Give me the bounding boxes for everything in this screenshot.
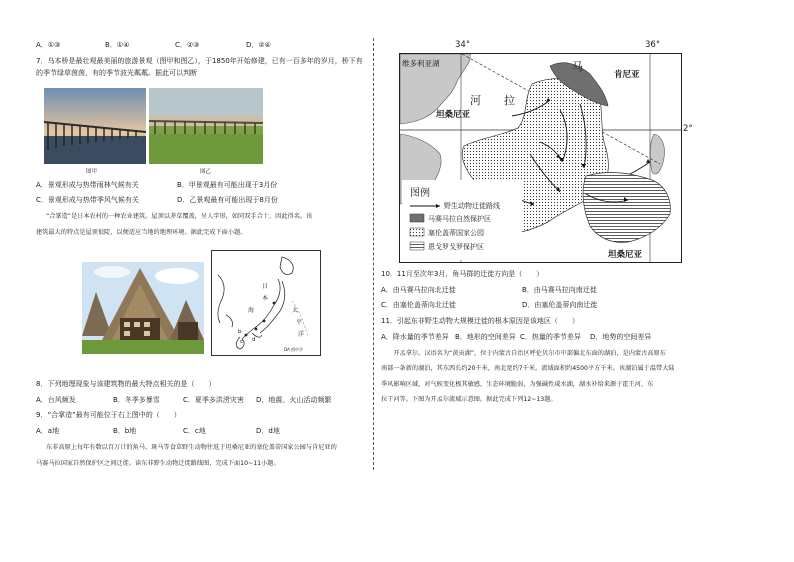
passage1-line2: 建筑最大的特点是屋顶很陡，以便适应当地的地理环境。据此完成下面小题。 [36, 229, 247, 236]
q7-option-c: C．景观形成与热带季风气候有关 [36, 196, 139, 204]
q8-option-c: C．夏季多洪涝灾害 [183, 396, 244, 404]
passage2-line2: 马赛马拉国家自然保护区之间迁徙。读东非野生动物迁徙路线图，完成下面10~11小题。 [36, 460, 280, 467]
legend-title: 图例 [410, 188, 430, 199]
map-country-tanzania-top: 坦桑尼亚 [436, 110, 471, 120]
q9-option-c: C．c地 [183, 427, 206, 435]
q8-option-d: D．地震、火山活动频繁 [256, 396, 332, 404]
q8-option-a: A．台风频发 [36, 396, 76, 404]
map-river-label: 河 [470, 94, 481, 107]
map-lake-label: 维多利亚湖 [402, 59, 440, 68]
q10-option-b: B．由马赛马拉向南迁徙 [522, 286, 597, 294]
q11-option-b: B．地形的空间差异 [455, 333, 516, 341]
q11-option-d: D．地势的空间差异 [590, 333, 652, 341]
q7-option-a: A．景观形成与热带雨林气候有关 [36, 181, 139, 189]
japan-map [211, 250, 321, 356]
photo-gassho-house [82, 262, 204, 354]
q9-option-a: A．a地 [36, 427, 60, 435]
q11-option-c: C．热量的季节差异 [520, 333, 581, 341]
caption-figure-a: 图甲 [86, 169, 98, 175]
map-label-ri: 日 [262, 283, 269, 290]
q6-option-d: D．②④ [246, 41, 271, 49]
q7-stem-line2: 的季节绿草茵茵，有的季节波光粼粼。据此可以判断 [36, 69, 197, 77]
map-credit: DA 图中学 [284, 347, 304, 352]
map-country-kenya: 肯尼亚 [614, 70, 640, 80]
map-river-label-2: 拉 [504, 94, 515, 107]
map-label-c: c [240, 339, 244, 345]
passage3-line3: 季风影响区域，对气候变化极其敏感，生态环境脆弱，为强碱性咸水湖，湖水补给来源于霍王河、东 [381, 381, 654, 388]
q10-option-c: C．由塞伦盖蒂向北迁徙 [381, 301, 456, 309]
map-country-tanzania-bottom: 坦桑尼亚 [608, 250, 643, 260]
map-mara-label: 马 [572, 60, 583, 73]
photo-figure-b [149, 88, 263, 164]
q7-stem-line1: 7．乌本桥是最壮观最美丽的旅游景观（图甲和图乙），于1850年开始修建，已有一百多年的岁月，桥下有 [36, 57, 363, 65]
column-divider [373, 38, 374, 470]
passage3-line1: 开孟拿尔。汉语名为“黄贡湖”，位于内蒙古自治区呼伦贝尔市中部偏北东面的湖泊，是内蒙古高原东 [381, 350, 666, 357]
legend-item-ngorongoro: 恩戈罗戈罗保护区 [428, 243, 484, 251]
q8-option-b: B．冬季多暴雪 [113, 396, 160, 404]
map-label-yang: 洋 [298, 331, 305, 338]
map-label-tai: 太 [292, 307, 299, 314]
map-label-b: b [238, 329, 242, 335]
q10-stem: 10．11月至次年3月，角马群的迁徙方向是（ ） [381, 270, 544, 278]
q11-stem: 11．引起东非野生动物大规模迁徙的根本原因是该地区（ ） [381, 317, 579, 325]
passage3-line2: 南部一条新的湖泊，其东西长约20千米，南北宽约7千米。流域面积约4500平方千米。该湖泊属于温带大陆 [381, 365, 675, 372]
passage1-line1: “合掌造”是日本农村的一种农业建筑。屋顶以茅草覆盖，呈人字形，如同双手合十，因此得名。该 [46, 213, 313, 220]
caption-figure-b: 图乙 [200, 169, 212, 175]
map-lon-36: 36° [645, 40, 661, 50]
map-label-d: d [252, 337, 256, 343]
q9-option-b: B．b地 [113, 427, 137, 435]
q9-stem: 9．“合掌造”最有可能位于右上图中的（ ） [36, 411, 181, 419]
q6-option-b: B．①④ [105, 41, 130, 49]
q10-option-a: A．由马赛马拉向北迁徙 [381, 286, 456, 294]
legend-item-route: 野生动物迁徙路线 [444, 202, 500, 210]
passage3-line4: 拉干河等。下图为开孟尔流域示意图。据此完成下列12~13题。 [381, 396, 557, 403]
map-lon-34: 34° [455, 40, 471, 50]
map-label-ping: 平 [296, 319, 303, 326]
passage2-line1: 东非高原上每年有数以百万计的角马、斑马等食草野生动物往返于坦桑尼亚的塞伦盖蒂国家公园与肯尼亚的 [46, 444, 337, 451]
q8-stem: 8．下列地理现象与该建筑物的最大特点相关的是（ ） [36, 380, 216, 388]
legend-item-mara: 马赛马拉自然保护区 [428, 215, 491, 223]
q10-option-d: D．由塞伦盖蒂向南迁徙 [522, 301, 598, 309]
map-label-hai: 海 [248, 307, 255, 314]
q6-option-a: A．①③ [36, 41, 61, 49]
migration-map [399, 53, 682, 263]
q11-option-a: A．降水量的季节差异 [381, 333, 449, 341]
q7-option-b: B．甲景观最有可能出现于3月份 [177, 181, 278, 189]
q7-option-d: D．乙景观最有可能出现于8月份 [177, 196, 278, 204]
map-label-ben: 本 [262, 295, 269, 302]
photo-figure-a [44, 88, 146, 164]
map-lat-2: 2° [683, 124, 693, 134]
q6-option-c: C．②③ [175, 41, 200, 49]
q9-option-d: D．d地 [256, 427, 280, 435]
legend-item-serengeti: 塞伦盖蒂国家公园 [428, 229, 484, 237]
